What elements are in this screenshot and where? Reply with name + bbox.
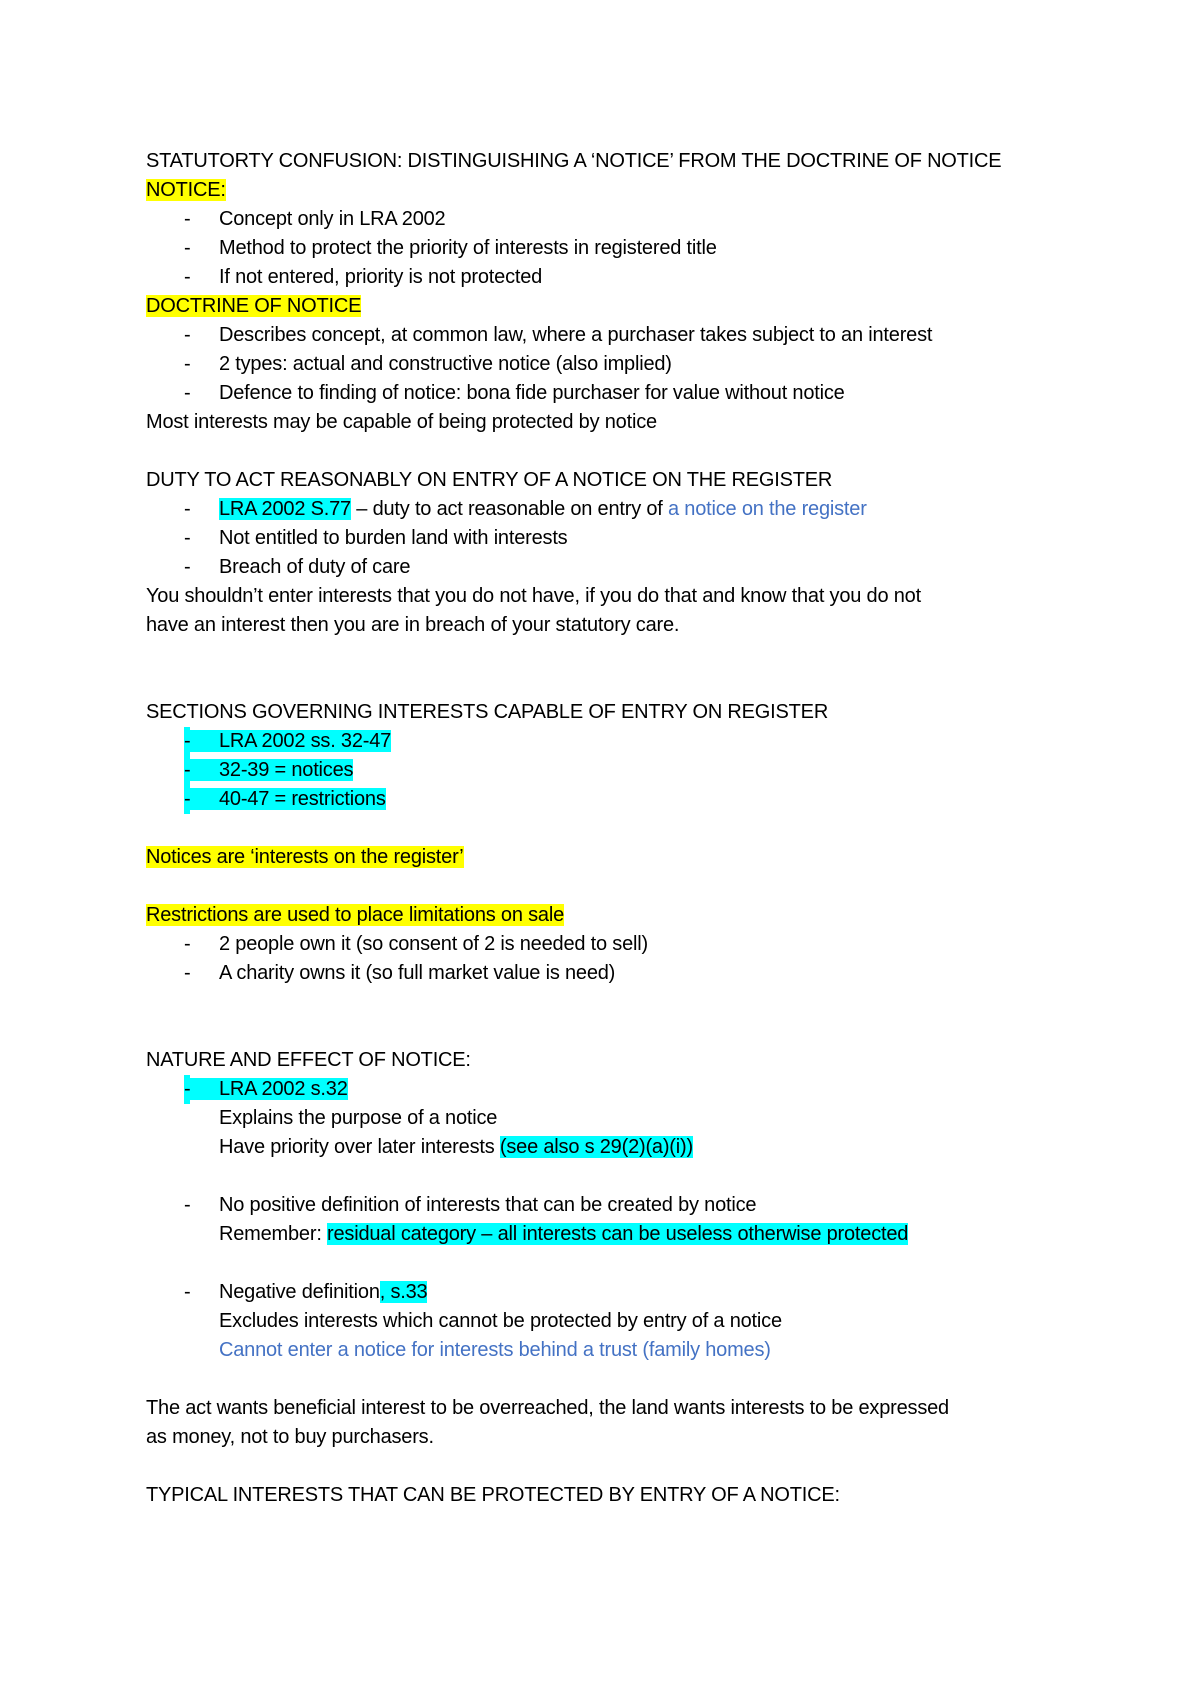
statute-reference: (see also s 29(2)(a)(i)) [499, 1136, 693, 1158]
paragraph-line: Excludes interests which cannot be protected by entry of a notice [219, 1310, 782, 1332]
dash-bullet: - [184, 785, 190, 814]
dash-bullet: - [184, 756, 190, 785]
list-item: - Defence to finding of notice: bona fide purchaser for value without notice [146, 379, 1120, 408]
list-item [146, 1075, 1120, 1104]
list-item: - Concept only in LRA 2002 [146, 205, 1120, 234]
dash-bullet: - [184, 1075, 190, 1104]
dash-bullet: - [184, 962, 191, 984]
paragraph-line: have an interest then you are in breach of your statutory care. [146, 614, 680, 636]
list-item: - 40-47 = restrictions [146, 785, 1120, 814]
statute-reference: LRA 2002 s.32 [184, 1078, 348, 1100]
dash-bullet: - [184, 556, 191, 578]
section-title-duty: DUTY TO ACT REASONABLY ON ENTRY OF A NOTICE ON THE REGISTER [146, 469, 833, 491]
list-item: - If not entered, priority is not protected [146, 263, 1120, 292]
closing-text: Most interests may be capable of being protected by notice [146, 411, 657, 433]
document-page: STATUTORTY CONFUSION: DISTINGUISHING A ‘NOTICE’ FROM THE DOCTRINE OF NOTICE NOTICE: - Concept only in LRA 2002 - Method to protect the priority of interests in registered title - If not entered, priority is not protected DOCTRINE OF NOTICE - Describes concept, at common law, where a purchaser takes subject to an interest - 2 types: actual and constructive notice (also implied) - Defence to finding of notice: bona fide purchaser for value without notice Most interests may be capable of being protected by notice DUTY TO ACT REASONABLY ON ENTRY OF A NOTICE ON THE REGISTER - LRA 2002 S.77 – duty to act reasonable on entry of a notice on the register - Not entitled to burden land with interests - Breach of duty of care You shouldn’t enter interests that you do not have, if you do that and know that you do not have an interest then you are in breach of your statutory care. SECTIONS GOVERNING INTERESTS CAPABLE OF ENTRY ON REGISTER - LRA 2002 ss. 32-47 - 32-39 = notices - 40-47 = restrictions Notices are ‘interests on the register’ Restrictions are used to place limitations on sale - 2 people own it (so consent of 2 is needed to sell) - A charity owns it (so full market value is need) NATURE AND EFFECT OF NOTICE: - LRA 2002 s.32 Explains the purpose of a notice Have priority over later interests (see also s 29(2)(a)(i)) - No positive definition of interests that can be created by notice Remember: residual category – all interests can be useless otherwise protected - Negative definition, s.33 Excludes interests which cannot be protected by entry of a notice Cannot enter a notice for interests behind a trust (family homes) The act wants beneficial interest to be overreached, the land wants interests to be expressed as money, not to buy purchasers. TYPICAL INTERESTS THAT CAN BE PROTECTED BY ENTRY OF A NOTICE: [0, 0, 1200, 1698]
list-item: - 32-39 = notices [146, 756, 1120, 785]
list-item: - Method to protect the priority of interests in registered title [146, 234, 1120, 263]
list-item: - Describes concept, at common law, where a purchaser takes subject to an interest [146, 321, 1120, 350]
list-item: - A charity owns it (so full market value is need) [146, 959, 1120, 988]
dash-bullet: - [184, 324, 191, 346]
section-title-sections-governing: SECTIONS GOVERNING INTERESTS CAPABLE OF ENTRY ON REGISTER [146, 701, 829, 723]
list-item: - Negative definition, s.33 [146, 1278, 1120, 1307]
list-item: - LRA 2002 S.77 – duty to act reasonable on entry of a notice on the register [146, 495, 1120, 524]
section-title-statutory-confusion: STATUTORTY CONFUSION: DISTINGUISHING A ‘NOTICE’ FROM THE DOCTRINE OF NOTICE [146, 150, 1002, 172]
paragraph-line: Explains the purpose of a notice [219, 1107, 498, 1129]
paragraph-line: The act wants beneficial interest to be overreached, the land wants interests to be expressed [146, 1397, 949, 1419]
notices-statement: Notices are ‘interests on the register’ [146, 846, 464, 868]
highlighted-text: residual category – all interests can be useless otherwise protected [327, 1223, 909, 1245]
dash-bullet: - [184, 727, 190, 756]
list-item: - No positive definition of interests that can be created by notice [146, 1191, 1120, 1220]
dash-bullet: - [184, 353, 191, 375]
dash-bullet: - [184, 382, 191, 404]
blue-text: a notice on the register [668, 498, 867, 520]
list-item: - Breach of duty of care [146, 553, 1120, 582]
list-item: - 2 types: actual and constructive notice (also implied) [146, 350, 1120, 379]
list-item: - Not entitled to burden land with interests [146, 524, 1120, 553]
statute-reference: LRA 2002 S.77 [219, 498, 351, 520]
dash-bullet: - [184, 1194, 191, 1216]
paragraph-line: You shouldn’t enter interests that you do not have, if you do that and know that you do not [146, 585, 921, 607]
section-title-nature-effect: NATURE AND EFFECT OF NOTICE: [146, 1049, 471, 1071]
blue-text: Cannot enter a notice for interests behind a trust (family homes) [219, 1339, 771, 1361]
restrictions-statement: Restrictions are used to place limitations on sale [146, 904, 564, 926]
dash-bullet: - [184, 237, 191, 259]
dash-bullet: - [184, 1281, 191, 1303]
dash-bullet: - [184, 933, 191, 955]
doctrine-label: DOCTRINE OF NOTICE [146, 295, 362, 317]
list-item: - LRA 2002 ss. 32-47 [146, 727, 1120, 756]
list-item: - 2 people own it (so consent of 2 is needed to sell) [146, 930, 1120, 959]
notice-label: NOTICE: [146, 179, 226, 201]
dash-bullet: - [184, 208, 191, 230]
dash-bullet: - [184, 498, 191, 520]
dash-bullet: - [184, 266, 191, 288]
paragraph-line: as money, not to buy purchasers. [146, 1426, 434, 1448]
section-title-typical-interests: TYPICAL INTERESTS THAT CAN BE PROTECTED BY ENTRY OF A NOTICE: [146, 1484, 840, 1506]
statute-reference: , s.33 [379, 1281, 428, 1303]
dash-bullet: - [184, 527, 191, 549]
